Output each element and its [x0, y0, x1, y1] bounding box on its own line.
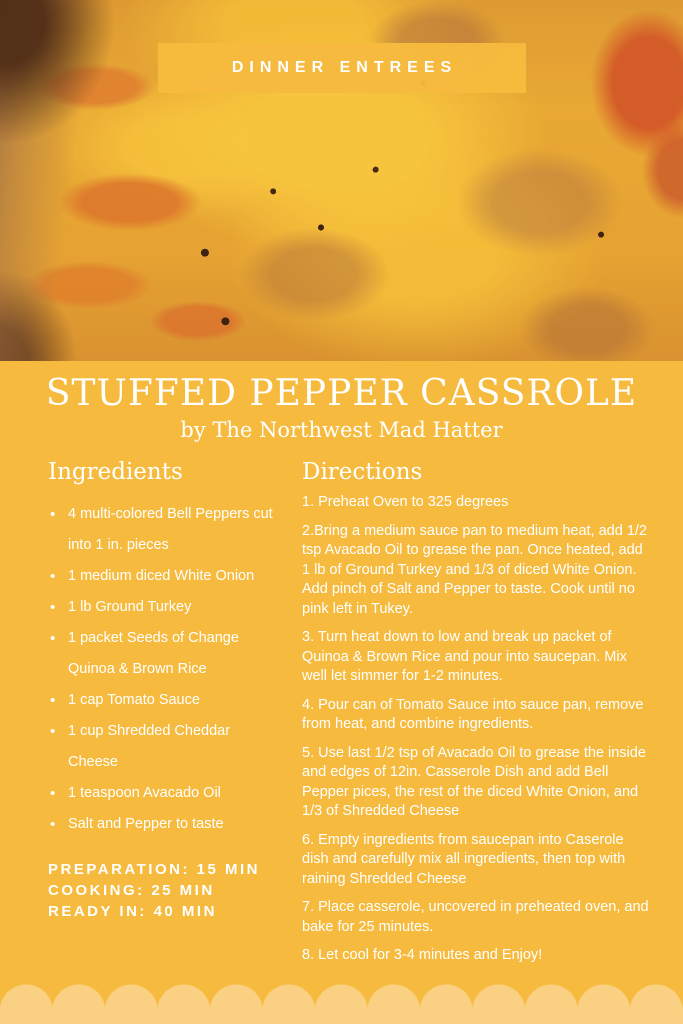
direction-step: 2.Bring a medium sauce pan to medium heat, add 1/2 tsp Avacado Oil to grease the pan. Once heated, add 1 lb of Ground Turkey and 1/3 of diced White Onion. Add pinch of Salt and Pepper to taste. Cook until no pink left in Tukey.	[302, 522, 647, 617]
ingredient-item: • 1 teaspoon Avacado Oil	[48, 778, 273, 809]
cook-time-line: COOKING: 25 MIN	[48, 882, 215, 900]
ingredient-item: • 1 cup Shredded Cheddar Cheese	[48, 716, 273, 778]
scallop-border	[0, 977, 683, 1024]
ingredient-item: • 4 multi-colored Bell Peppers cut into 1 in. pieces	[48, 499, 273, 561]
direction-step: 3. Turn heat down to low and break up packet of Quinoa & Brown Rice and pour into saucepan. Mix well let simmer for 1-2 minutes.	[302, 629, 627, 685]
direction-step: 1. Preheat Oven to 325 degrees	[302, 494, 509, 511]
ingredient-item: • Salt and Pepper to taste	[48, 809, 273, 840]
direction-step: 5. Use last 1/2 tsp of Avacado Oil to grease the inside and edges of 12in. Casserole Dish and add Bell Pepper pices, the rest of the diced White Onion, and 1/3 of Shredded Cheese	[302, 744, 646, 820]
directions-section	[302, 459, 655, 975]
title-block	[0, 361, 683, 442]
content-columns	[0, 459, 683, 975]
direction-step: 4. Pour can of Tomato Sauce into sauce pan, remove from heat, and combine ingredients.	[302, 696, 644, 733]
casserole-photo	[0, 0, 683, 361]
recipe-title: STUFFED PEPPER CASSROLE	[45, 373, 638, 414]
ingredient-item: • 1 lb Ground Turkey	[48, 592, 273, 623]
direction-step: 6. Empty ingredients from saucepan into Caserole dish and carefully mix all ingredients, then top with raining Shredded Cheese	[302, 831, 626, 887]
ready-time-line: READY IN: 40 MIN	[48, 903, 217, 921]
prep-times	[48, 859, 302, 922]
directions-heading: Directions	[302, 459, 423, 486]
scallop-bumps	[0, 977, 683, 1011]
recipe-byline: by The Northwest Mad Hatter	[180, 418, 503, 443]
ingredients-heading: Ingredients	[48, 459, 183, 486]
ingredient-item: • 1 cap Tomato Sauce	[48, 685, 273, 716]
direction-step: 8. Let cool for 3-4 minutes and Enjoy!	[302, 947, 543, 964]
ingredient-item: • 1 medium diced White Onion	[48, 561, 273, 592]
direction-step: 7. Place casserole, uncovered in preheated oven, and bake for 25 minutes.	[302, 899, 649, 935]
prep-time-line: PREPARATION: 15 MIN	[48, 861, 260, 879]
scallop-band	[0, 1011, 683, 1024]
category-banner-label: DINNER ENTREES	[231, 59, 458, 76]
ingredient-item: • 1 packet Seeds of Change Quinoa & Brown Rice	[48, 623, 273, 685]
category-banner	[158, 43, 526, 93]
ingredients-section	[48, 459, 302, 975]
ingredient-list	[48, 499, 273, 840]
